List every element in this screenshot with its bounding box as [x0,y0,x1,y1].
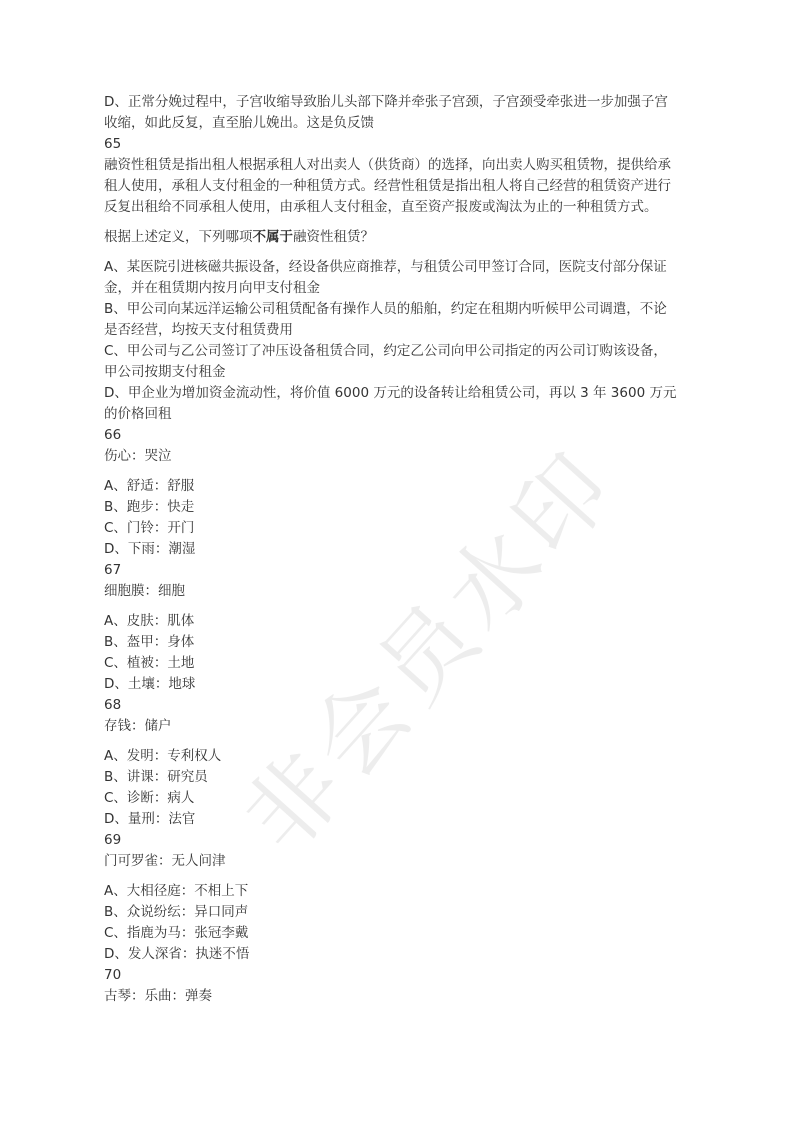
definition-line: 融资性租赁是指出租人根据承租人对出卖人（供货商）的选择，向出卖人购买租赁物，提供给承 [104,157,671,173]
option-a: A、大相径庭：不相上下 [104,883,249,899]
watermark-text: 非会员水印 [223,429,638,873]
option-a: A、某医院引进核磁共振设备，经设备供应商推荐，与租赁公司甲签订合同，医院支付部分保证 [104,259,667,275]
question-stem: 伤心：哭泣 [104,448,172,464]
option-d: D、土壤：地球 [104,676,196,692]
option-b-cont: 是否经营，均按天支付租赁费用 [104,322,293,338]
option-b: B、盔甲：身体 [104,634,195,650]
question-69 [104,830,696,965]
option-b: B、甲公司向某远洋运输公司租赁配备有操作人员的船舶，约定在租期内听候甲公司调遣，不论 [104,301,667,317]
question-number: 65 [104,136,122,152]
question-65 [104,134,696,425]
prev-question-option-d [104,92,696,134]
option-a-cont: 金，并在租赁期内按月向甲支付租金 [104,280,320,296]
question-67 [104,560,696,695]
stem-text: 融资性租赁？ [293,229,374,245]
document-body [104,92,696,1007]
option-b: B、众说纷纭：异口同声 [104,904,249,920]
question-68 [104,695,696,830]
question-stem [104,227,696,248]
question-number: 69 [104,832,122,848]
option-d: D、量刑：法官 [104,811,196,827]
option-c: C、指鹿为马：张冠李戴 [104,925,249,941]
question-stem: 门可罗雀：无人问津 [104,853,226,869]
question-number: 70 [104,967,122,983]
option-d: D、甲企业为增加资金流动性，将价值 6000 万元的设备转让给租赁公司，再以 3 年 3600 万元 [104,385,677,401]
definition-line: 反复出租给不同承租人使用，由承租人支付租金，直至资产报废或淘汰为止的一种租赁方式。 [104,199,658,215]
option-c: C、植被：土地 [104,655,195,671]
question-66 [104,425,696,560]
question-stem: 存钱：储户 [104,718,172,734]
stem-text: 根据上述定义，下列哪项 [104,229,253,245]
text-line: D、正常分娩过程中，子宫收缩导致胎儿头部下降并牵张子宫颈，子宫颈受牵张进一步加强子宫 [104,94,668,110]
option-c: C、诊断：病人 [104,790,195,806]
option-c: C、门铃：开门 [104,520,195,536]
option-c: C、甲公司与乙公司签订了冲压设备租赁合同，约定乙公司向甲公司指定的丙公司订购该设备， [104,343,667,359]
option-c-cont: 甲公司按期支付租金 [104,364,226,380]
option-b: B、讲课：研究员 [104,769,208,785]
question-number: 68 [104,697,122,713]
option-a: A、发明：专利权人 [104,748,222,764]
option-d: D、发人深省：执迷不悟 [104,946,250,962]
question-stem: 细胞膜：细胞 [104,583,185,599]
option-d: D、下雨：潮湿 [104,541,196,557]
option-a: A、舒适：舒服 [104,478,195,494]
definition-line: 租人使用，承租人支付租金的一种租赁方式。经营性租赁是指出租人将自己经营的租赁资产进行 [104,178,671,194]
question-70 [104,965,696,1007]
option-d-cont: 的价格回租 [104,406,172,422]
option-b: B、跑步：快走 [104,499,195,515]
stem-emphasis: 不属于 [252,229,293,245]
question-number: 66 [104,427,122,443]
question-number: 67 [104,562,122,578]
option-a: A、皮肤：肌体 [104,613,195,629]
question-stem: 古琴：乐曲：弹奏 [104,988,212,1004]
text-line: 收缩，如此反复，直至胎儿娩出。这是负反馈 [104,115,374,131]
